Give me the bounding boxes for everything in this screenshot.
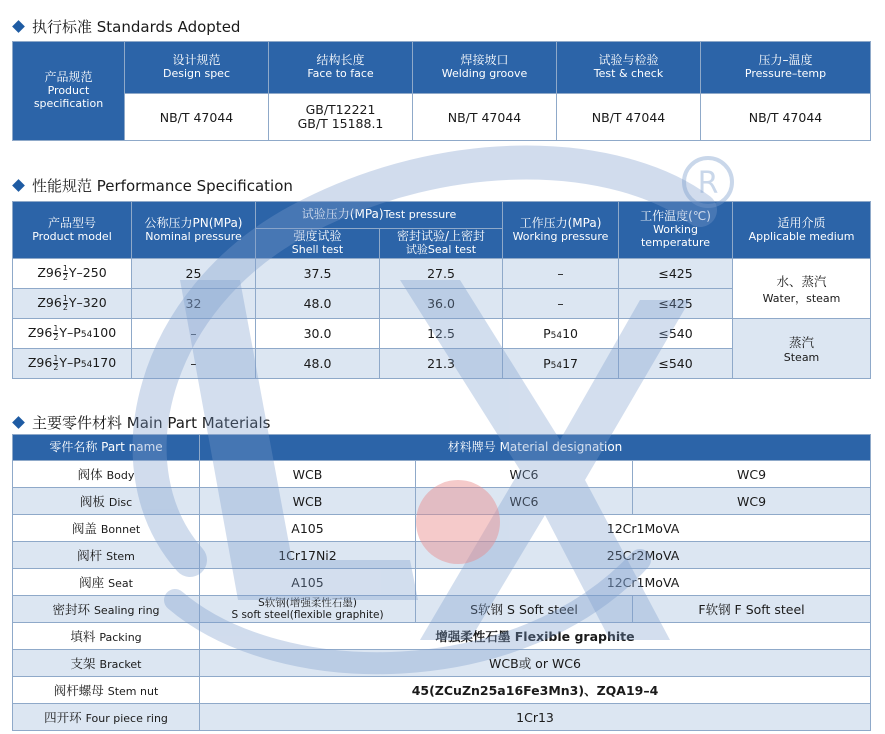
material-cell: WCB <box>200 488 416 515</box>
fraction-den: 2 <box>62 273 68 282</box>
table-row <box>13 488 871 515</box>
header-design-spec <box>125 42 269 94</box>
material-cell: A105 <box>200 569 416 596</box>
part-name-cn: 填料 <box>70 629 96 644</box>
model-prefix: Z96 <box>27 355 53 370</box>
model-subscript: 54 <box>80 330 93 340</box>
shell-cell: 30.0 <box>256 319 380 349</box>
material-cell: S软钢 S Soft steel <box>416 596 633 623</box>
part-name-cell <box>13 596 200 623</box>
header-en: Product model <box>32 229 112 243</box>
registered-letter: R <box>697 166 719 201</box>
header-cn: 适用介质 <box>777 215 826 230</box>
table-row <box>13 704 871 731</box>
material-cell: WC9 <box>633 461 871 488</box>
header-part-name: 零件名称 Part name <box>13 435 200 461</box>
header-test-check <box>557 42 701 94</box>
seal-cell: 36.0 <box>380 289 503 319</box>
model-suffix-number: 100 <box>92 325 117 340</box>
part-name-cell <box>13 488 200 515</box>
wt-cell: ≤425 <box>619 289 733 319</box>
header-shell-test <box>256 229 380 259</box>
value-face-to-face <box>269 94 413 141</box>
value-line: GB/T 15188.1 <box>297 116 384 131</box>
wp-cell: – <box>503 289 619 319</box>
pn-cell: 32 <box>132 289 256 319</box>
part-name-en: Disc <box>108 496 133 509</box>
value-pressure-temp: NB/T 47044 <box>701 94 871 141</box>
model-cell <box>13 289 132 319</box>
table-row <box>13 542 871 569</box>
part-name-en: Sealing ring <box>93 604 160 617</box>
material-cell: WC6 <box>416 488 633 515</box>
header-face-to-face <box>269 42 413 94</box>
fraction-den: 2 <box>53 333 59 342</box>
fraction-num: 1 <box>62 294 68 303</box>
table-row <box>13 596 871 623</box>
table-row <box>13 461 871 488</box>
part-name-cn: 阀座 <box>79 575 105 590</box>
header-cn: 试验压力(MPa) <box>301 207 384 222</box>
header-en: Pressure–temp <box>744 67 827 81</box>
model-prefix: Z96 <box>27 325 53 340</box>
model-suffix-number: 170 <box>92 355 117 370</box>
part-name-cn: 阀杆 <box>77 548 103 563</box>
model-suffix: Y–320 <box>68 295 107 310</box>
diamond-bullet-icon <box>12 416 25 429</box>
row-header-en: Product specification <box>33 84 104 110</box>
wp-cell: – <box>503 259 619 289</box>
header-en: 试验Seal test <box>405 243 477 257</box>
header-test-pressure <box>256 202 503 229</box>
part-name-cn: 四开环 <box>44 710 82 725</box>
material-cell: WC6 <box>416 461 633 488</box>
header-material-designation: 材料牌号 Material designation <box>200 435 871 461</box>
fraction-den: 2 <box>62 303 68 312</box>
table-row <box>13 650 871 677</box>
table-row <box>13 515 871 542</box>
model-suffix: Y–P <box>59 325 81 340</box>
part-name-cell <box>13 515 200 542</box>
part-name-en: Bonnet <box>100 523 141 536</box>
part-name-cell <box>13 542 200 569</box>
fraction-num: 1 <box>53 324 59 333</box>
material-cell: 12Cr1MoVA <box>416 569 871 596</box>
header-en: Design spec <box>162 67 230 81</box>
table-row <box>13 259 871 289</box>
part-name-cell <box>13 677 200 704</box>
model-cell <box>13 259 132 289</box>
shell-cell: 48.0 <box>256 289 380 319</box>
wp-number: 10 <box>562 326 578 341</box>
material-cell: 45(ZCuZn25a16Fe3Mn3)、ZQA19–4 <box>200 677 871 704</box>
standards-table <box>12 41 871 141</box>
header-cn: 试验与检验 <box>598 53 659 68</box>
part-name-en: Bracket <box>99 658 142 671</box>
material-line: S软钢(增强柔性石墨) <box>258 596 357 609</box>
wp-prefix: P <box>543 326 551 341</box>
part-name-en: Stem nut <box>107 685 159 698</box>
wp-subscript: 54 <box>550 331 563 341</box>
value-test-check: NB/T 47044 <box>557 94 701 141</box>
pn-cell: – <box>132 349 256 379</box>
part-name-en: Body <box>106 469 135 482</box>
header-en: Working temperature <box>640 223 711 249</box>
part-name-cell <box>13 704 200 731</box>
header-cn: 产品型号 <box>47 215 96 230</box>
header-cn: 密封试验/上密封 <box>396 229 486 244</box>
part-name-en: Four piece ring <box>85 712 168 725</box>
header-cn: 工作温度(℃) <box>640 209 711 224</box>
header-applicable-medium <box>733 202 871 259</box>
wp-cell <box>503 349 619 379</box>
diamond-bullet-icon <box>12 179 25 192</box>
table-row <box>13 319 871 349</box>
shell-cell: 37.5 <box>256 259 380 289</box>
material-cell: WCB或 or WC6 <box>200 650 871 677</box>
header-en: Test & check <box>593 67 664 81</box>
material-cell: A105 <box>200 515 416 542</box>
table-row <box>13 677 871 704</box>
header-seal-test <box>380 229 503 259</box>
registered-circle <box>684 158 732 206</box>
medium-cell <box>733 319 871 379</box>
seal-cell: 27.5 <box>380 259 503 289</box>
header-en: Face to face <box>307 67 374 81</box>
header-en: Shell test <box>291 243 344 257</box>
header-cn: 设计规范 <box>172 53 221 68</box>
fraction-den: 2 <box>53 363 59 372</box>
part-name-cn: 密封环 <box>52 602 90 617</box>
header-working-temperature <box>619 202 733 259</box>
medium-cn: 蒸汽 <box>789 335 815 350</box>
header-cn: 强度试验 <box>293 229 342 244</box>
fraction <box>63 265 68 282</box>
part-name-en: Packing <box>99 631 142 644</box>
model-suffix: Y–P <box>59 355 81 370</box>
value-design-spec: NB/T 47044 <box>125 94 269 141</box>
medium-en: Water，steam <box>762 291 841 305</box>
materials-table <box>12 434 871 731</box>
header-welding-groove <box>413 42 557 94</box>
model-subscript: 54 <box>80 360 93 370</box>
header-cn: 公称压力PN(MPa) <box>144 215 243 230</box>
medium-cell <box>733 259 871 319</box>
medium-cn: 水、蒸汽 <box>776 273 827 289</box>
fraction <box>63 295 68 312</box>
fraction <box>53 355 58 372</box>
model-prefix: Z96 <box>37 265 62 280</box>
standards-row-header <box>13 42 125 141</box>
part-name-cn: 阀盖 <box>71 521 97 536</box>
section-title-materials <box>12 412 270 432</box>
material-cell: WCB <box>200 461 416 488</box>
header-pressure-temp <box>701 42 871 94</box>
material-cell: 增强柔性石墨 Flexible graphite <box>200 623 871 650</box>
material-cell: 1Cr13 <box>200 704 871 731</box>
part-name-cell <box>13 461 200 488</box>
model-cell <box>13 319 132 349</box>
header-cn: 工作压力(MPa) <box>519 215 602 230</box>
header-nominal-pressure <box>132 202 256 259</box>
header-working-pressure <box>503 202 619 259</box>
header-en: Working pressure <box>512 229 609 243</box>
wp-number: 17 <box>562 356 578 371</box>
material-cell: 1Cr17Ni2 <box>200 542 416 569</box>
wp-prefix: P <box>543 356 551 371</box>
part-name-en: Stem <box>106 550 135 563</box>
section-title-text: 性能规范 Performance Specification <box>32 176 293 195</box>
header-product-model <box>13 202 132 259</box>
wp-subscript: 54 <box>550 361 563 371</box>
header-cn: 焊接坡口 <box>460 53 509 68</box>
shell-cell: 48.0 <box>256 349 380 379</box>
seal-cell: 12.5 <box>380 319 503 349</box>
diamond-bullet-icon <box>12 20 25 33</box>
fraction-num: 1 <box>62 264 68 273</box>
model-cell <box>13 349 132 379</box>
fraction-num: 1 <box>53 354 59 363</box>
value-welding-groove: NB/T 47044 <box>413 94 557 141</box>
material-cell: 12Cr1MoVA <box>416 515 871 542</box>
header-en: Test pressure <box>383 208 457 222</box>
material-cell: F软钢 F Soft steel <box>633 596 871 623</box>
table-row <box>13 623 871 650</box>
section-title-text: 主要零件材料 Main Part Materials <box>32 413 271 432</box>
medium-en: Steam <box>783 351 820 364</box>
part-name-cell <box>13 569 200 596</box>
header-en: Applicable medium <box>748 229 855 243</box>
header-en: Welding groove <box>441 67 528 81</box>
registered-mark-icon <box>684 158 732 206</box>
row-header-cn: 产品规范 <box>44 70 93 85</box>
part-name-cell <box>13 650 200 677</box>
pn-cell: 25 <box>132 259 256 289</box>
material-cell <box>200 596 416 623</box>
part-name-cn: 支架 <box>70 656 96 671</box>
pn-cell: – <box>132 319 256 349</box>
section-title-standards <box>12 16 240 36</box>
header-en: Nominal pressure <box>145 229 242 243</box>
fraction <box>53 325 58 342</box>
performance-table <box>12 201 871 379</box>
header-cn: 压力–温度 <box>758 53 813 68</box>
wt-cell: ≤540 <box>619 319 733 349</box>
wt-cell: ≤425 <box>619 259 733 289</box>
wt-cell: ≤540 <box>619 349 733 379</box>
part-name-en: Seat <box>108 577 133 590</box>
part-name-cell <box>13 623 200 650</box>
model-prefix: Z96 <box>37 295 62 310</box>
part-name-cn: 阀体 <box>77 467 103 482</box>
model-suffix: Y–250 <box>68 265 107 280</box>
wp-cell <box>503 319 619 349</box>
section-title-performance <box>12 175 293 195</box>
material-cell: WC9 <box>633 488 871 515</box>
material-line: S soft steel(flexible graphite) <box>231 609 384 621</box>
value-line: GB/T12221 <box>305 101 376 117</box>
seal-cell: 21.3 <box>380 349 503 379</box>
part-name-cn: 阀杆螺母 <box>53 683 104 698</box>
section-title-text: 执行标准 Standards Adopted <box>32 17 241 36</box>
table-row <box>13 569 871 596</box>
part-name-cn: 阀板 <box>79 494 105 509</box>
material-cell: 25Cr2MoVA <box>416 542 871 569</box>
header-cn: 结构长度 <box>316 53 365 68</box>
